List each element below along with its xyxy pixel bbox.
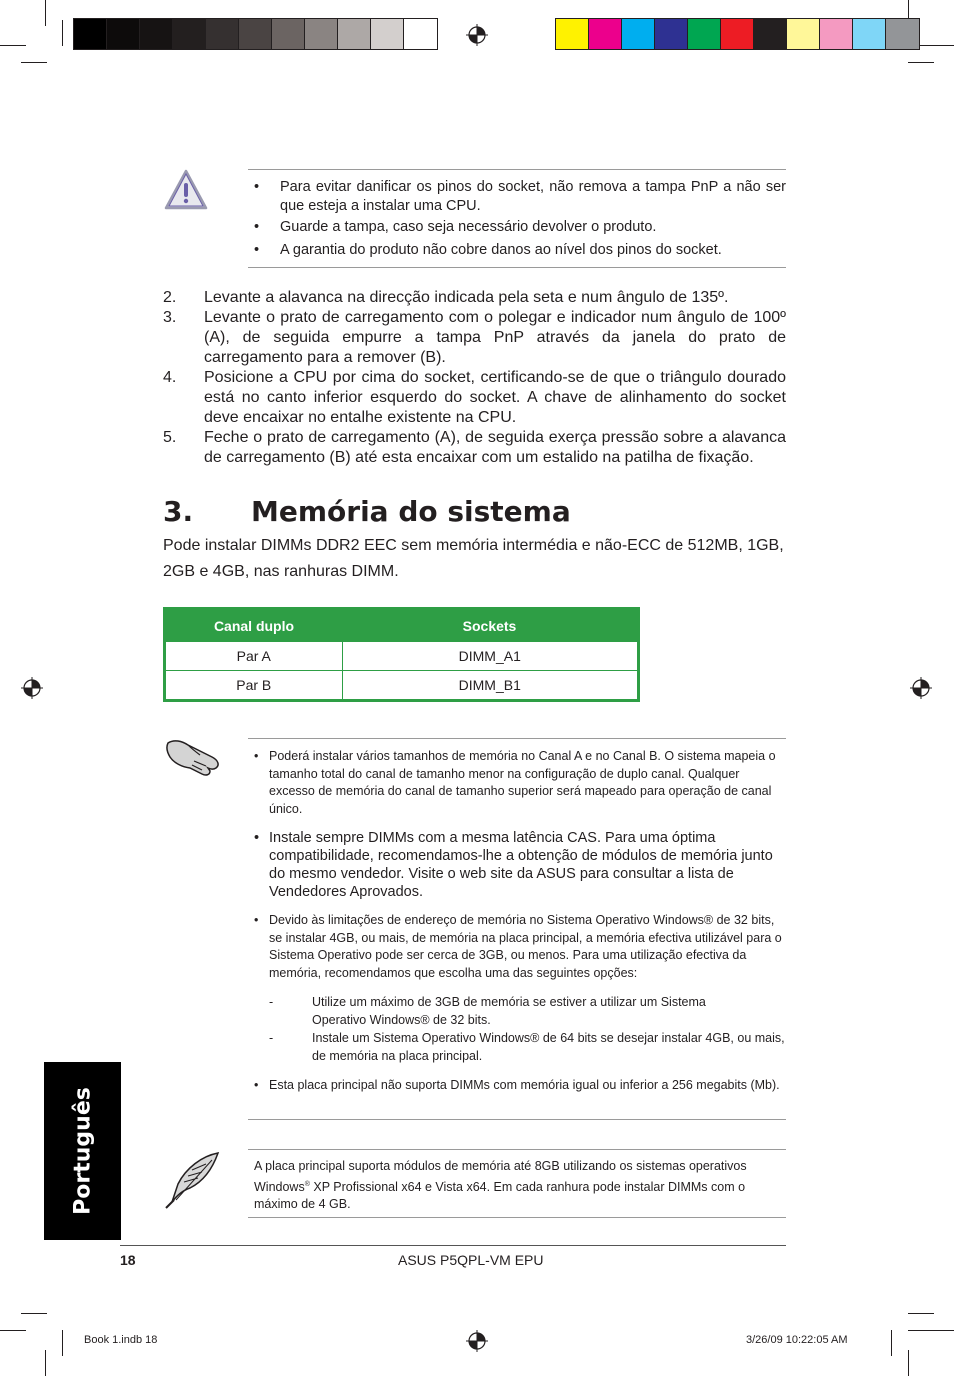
color-swatch [74,19,107,49]
color-swatch [173,19,206,49]
color-swatch [622,19,655,49]
color-swatch [305,19,338,49]
note-subitem: - Utilize um máximo de 3GB de memória se estiver a utilizar um Sistema Operativo Windows® de 32 bits. [269,995,706,1027]
crop-mark [0,1330,26,1331]
color-swatch [206,19,239,49]
pointing-hand-icon [164,735,224,779]
color-swatch [239,19,272,49]
table-cell: DIMM_A1 [342,642,639,671]
step-item: 2. Levante a alavanca na direcção indicada pela seta e num ângulo de 135º. [163,289,729,306]
grayscale-color-bar [73,18,438,50]
crop-mark [908,62,934,63]
color-swatch [556,19,589,49]
divider [248,1217,786,1218]
color-swatch [140,19,173,49]
color-swatch [404,19,437,49]
footer-divider [120,1245,786,1246]
crop-mark [45,1350,46,1376]
registration-mark-icon [466,1330,488,1352]
color-swatch [371,19,404,49]
color-swatch [886,19,919,49]
table-row [165,671,639,701]
section-title: 3. Memória do sistema [163,495,571,528]
column-header: Canal duplo [165,609,343,642]
memory-channel-table [163,607,640,702]
crop-mark [21,62,47,63]
divider [248,1119,786,1120]
divider [248,738,786,739]
note-item: • Devido às limitações de endereço de memória no Sistema Operativo Windows® de 32 bits, se instalar 4GB, ou mais, de memória na placa principal, a memória efectiva utilizável para o Sistema Operativo pode ser cerca de 3GB, ou menos. Para uma utilização efectiva da memória, recomendamos que escolha uma das seguintes opções: [254,913,782,980]
registration-mark-icon [466,24,488,46]
process-color-bar [555,18,920,50]
color-swatch [688,19,721,49]
registration-mark-icon [21,677,43,699]
crop-mark [0,45,26,46]
crop-mark [891,1330,892,1356]
page-number: 18 [120,1252,136,1268]
warning-triangle-icon [163,168,209,212]
table-row [165,642,639,671]
table-cell: Par B [165,671,343,701]
color-swatch [107,19,140,49]
color-swatch [272,19,305,49]
slug-date: 3/26/09 10:22:05 AM [746,1334,848,1346]
intro-paragraph: Pode instalar DIMMs DDR2 EEC sem memória intermédia e não-ECC de 512MB, 1GB, 2GB e 4GB, nas ranhuras DIMM. [163,537,784,580]
crop-mark [62,20,63,46]
divider [248,169,786,170]
table-cell: Par A [165,642,343,671]
color-swatch [853,19,886,49]
color-swatch [589,19,622,49]
color-swatch [754,19,787,49]
color-swatch [820,19,853,49]
quill-pen-icon [162,1150,222,1210]
divider [248,1149,786,1150]
crop-mark [21,1313,47,1314]
crop-mark [908,1313,934,1314]
color-swatch [721,19,754,49]
note-item: • Instale sempre DIMMs com a mesma latência CAS. Para uma óptima compatibilidade, recomendamos-lhe a obtenção de módulos de memória junto do mesmo vendedor. Visite o web site da ASUS para consultar a lista de Vendedores Aprovados. [254,830,773,900]
table-header-row [165,609,639,642]
registration-mark-icon [910,677,932,699]
note-item: • Poderá instalar vários tamanhos de memória no Canal A e no Canal B. O sistema mapeia o tamanho total do canal de tamanho menor na configuração de duplo canal. Qualquer excesso de memória do canal de tamanho superior será mapeado para operação de canal único. [254,749,776,816]
crop-mark [908,1330,954,1331]
color-swatch [787,19,820,49]
tip-text: A placa principal suporta módulos de memória até 8GB utilizando os sistemas operativos Windows® XP Profissional x64 e Vista x64. Em cada ranhura pode instalar DIMMs com o máximo de 4 GB. [254,1159,747,1212]
caution-item: • Guarde a tampa, caso seja necessário devolver o produto. [254,219,657,235]
divider [248,267,786,268]
step-item: 5. Feche o prato de carregamento (A), de seguida exerça pressão sobre a alavanca de carregamento (B) até esta encaixar com um estalido na patilha de fixação. [163,429,786,466]
color-swatch [338,19,371,49]
caution-item: • Para evitar danificar os pinos do socket, não remova a tampa PnP a não ser que esteja a instalar uma CPU. [254,179,786,214]
crop-mark [62,1330,63,1356]
color-swatch [655,19,688,49]
note-item: • Esta placa principal não suporta DIMMs com memória igual ou inferior a 256 megabits (Mb). [254,1078,780,1092]
slug-file: Book 1.indb 18 [84,1334,158,1346]
language-side-tab: Português [44,1062,121,1240]
step-item: 4. Posicione a CPU por cima do socket, certificando-se de que o triângulo dourado está no canto inferior esquerdo do socket. A chave de alinhamento do socket deve encaixar no entalhe existente na CPU. [163,369,786,426]
crop-mark [45,0,46,26]
table-cell: DIMM_B1 [342,671,639,701]
step-item: 3. Levante o prato de carregamento com o polegar e indicador num ângulo de 100º (A), de seguida empurre a tampa PnP através da janela do prato de carregamento para a remover (B). [163,309,786,366]
caution-item: • A garantia do produto não cobre danos ao nível dos pinos do socket. [254,242,722,258]
note-subitem: - Instale um Sistema Operativo Windows® de 64 bits se desejar instalar 4GB, ou mais, de memória na placa principal. [269,1031,785,1063]
crop-mark [908,1350,909,1376]
column-header: Sockets [342,609,639,642]
footer-product: ASUS P5QPL-VM EPU [398,1252,544,1268]
